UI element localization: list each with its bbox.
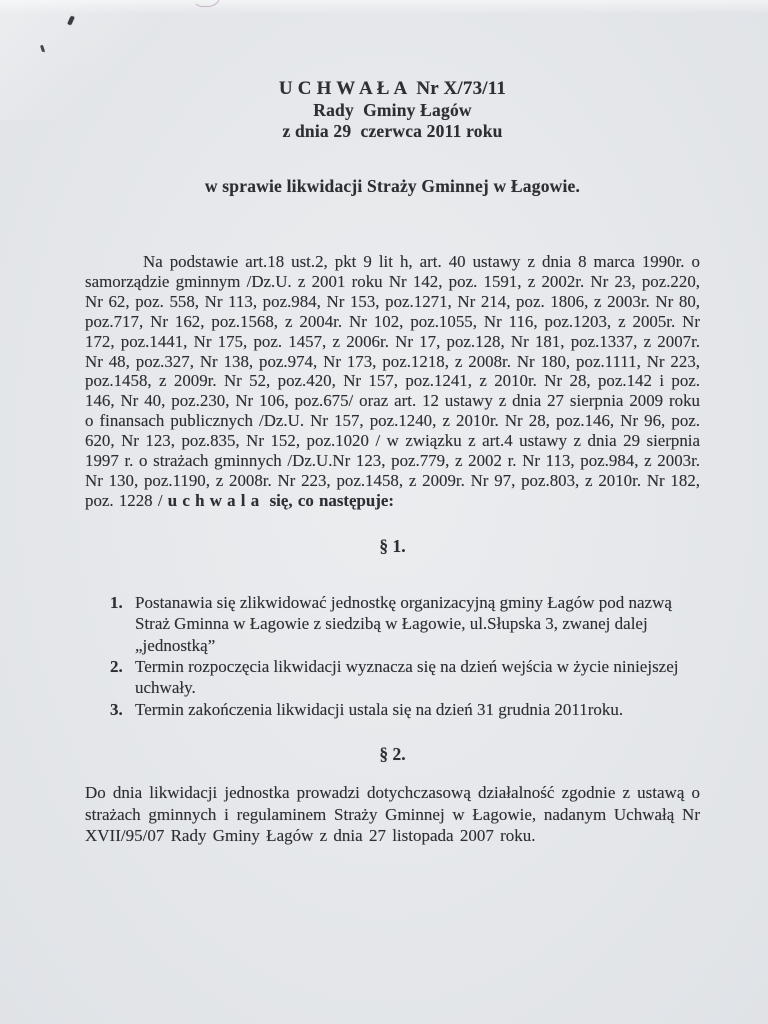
resolution-date: z dnia 29 czerwca 2011 roku bbox=[282, 121, 503, 141]
list-item-text: Termin rozpoczęcia likwidacji wyznacza się na dzień wejścia w życie niniejszej uchwały. bbox=[135, 657, 679, 698]
section-2-paragraph: Do dnia likwidacji jednostka prowadzi dotychczasową działalność zgodnie z ustawą o strażach gminnych i regulaminem Straży Gminnej w Łagowie, nadanym Uchwałą Nr XVII/95/07 Rady Gminy Łagów z dnia 27 listopada 2007 roku. bbox=[85, 783, 700, 846]
list-item-number: 1. bbox=[110, 592, 123, 612]
list-item bbox=[110, 699, 700, 720]
resolution-number: U C H W A Ł A Nr X/73/11 bbox=[278, 78, 507, 99]
list-item-number: 3. bbox=[110, 699, 123, 719]
enacting-formula: u c h w a l a się, co następuje: bbox=[167, 490, 395, 510]
council-name: Rady Gminy Łagów bbox=[313, 100, 472, 120]
section-2-header: § 2. bbox=[379, 744, 406, 765]
list-item bbox=[110, 656, 700, 699]
legal-basis-text: Na podstawie art.18 ust.2, pkt 9 lit h, art. 40 ustawy z dnia 8 marca 1990r. o samorządzie gminnym /Dz.U. z 2001 roku Nr 142, poz. 1591, z 2002r. Nr 23, poz.220, Nr 62, poz. 558, Nr 113, poz.984, Nr 153, poz.1271, Nr 214, poz. 1806, z 2003r. Nr 80, poz.717, Nr 162, poz.1568, z 2004r. Nr 102, poz.1055, Nr 116, poz.1203, z 2005r. Nr 172, poz.1441, Nr 175, poz. 1457, z 2006r. Nr 17, poz.128, Nr 181, poz.1337, z 2007r. Nr 48, poz.327, Nr 138, poz.974, Nr 173, poz.1218, z 2008r. Nr 180, poz.1111, Nr 223, poz.1458, z 2009r. Nr 52, poz.420, Nr 157, poz.1241, z 2010r. Nr 28, poz.142 i poz. 146, Nr 40, poz.230, Nr 106, poz.675/ oraz art. 12 ustawy z dnia 27 sierpnia 2009 roku o finansach publicznych /Dz.U. Nr 157, poz.1240, z 2010r. Nr 28, poz.146, Nr 96, poz. 620, Nr 123, poz.835, Nr 152, poz.1020 / w związku z art.4 ustawy z dnia 29 sierpnia 1997 r. o strażach gminnych /Dz.U.Nr 123, poz.779, z 2002 r. Nr 113, poz.984, z 2003r. Nr 130, poz.1190, z 2008r. Nr 223, poz.1458, z 2009r. Nr 97, poz.803, z 2010r. Nr 182, poz. 1228 / bbox=[85, 252, 700, 510]
subject-line: w sprawie likwidacji Straży Gminnej w Łagowie. bbox=[204, 176, 581, 196]
section-1-list bbox=[110, 592, 700, 720]
section-1-header: § 1. bbox=[379, 535, 406, 556]
document-title-block bbox=[85, 78, 700, 142]
list-item-number: 2. bbox=[110, 657, 123, 676]
preamble-paragraph bbox=[85, 252, 700, 511]
list-item bbox=[110, 592, 700, 656]
list-item-text: Postanawia się zlikwidować jednostkę organizacyjną gminy Łagów pod nazwą Straż Gminna w Łagowie z siedzibą w Łagowie, ul.Słupska 3, zwanej dalej „jednostką” bbox=[135, 592, 672, 655]
list-item-text: Termin zakończenia likwidacji ustala się na dzień 31 grudnia 2011roku. bbox=[135, 699, 624, 719]
